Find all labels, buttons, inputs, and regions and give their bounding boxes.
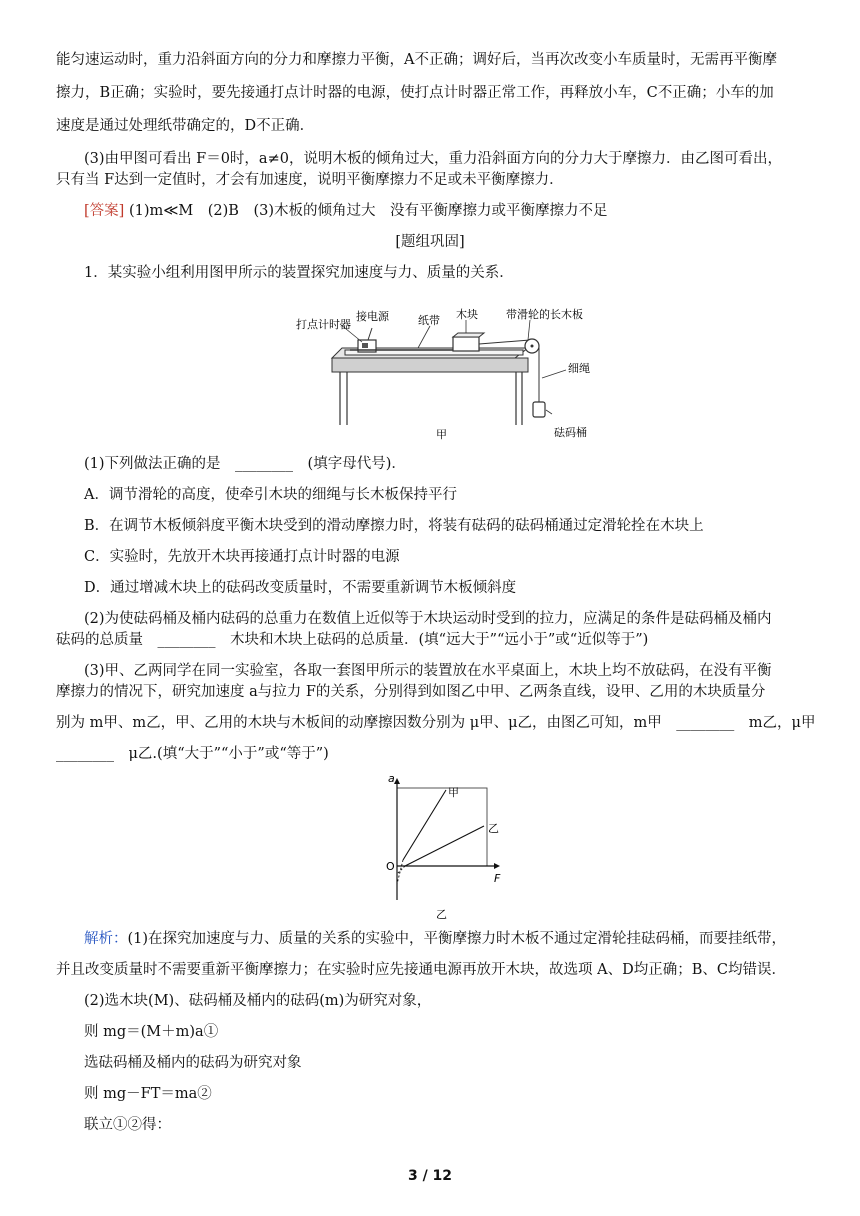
question-part-1: (1)下列做法正确的是 ________ (填字母代号)． bbox=[84, 456, 406, 472]
leader-line bbox=[418, 326, 430, 348]
solution-line: 联立①②得： bbox=[84, 1117, 171, 1133]
graph-frame bbox=[397, 788, 487, 866]
answer-body: (1)m≪M (2)B (3)木板的倾角过大 没有平衡摩擦力或平衡摩擦力不足 bbox=[128, 203, 608, 219]
x-axis-arrow bbox=[494, 863, 500, 869]
label-rope: 细绳 bbox=[568, 362, 590, 375]
label-block: 木块 bbox=[456, 308, 478, 321]
line-yi bbox=[405, 826, 484, 866]
weight-bucket bbox=[533, 402, 545, 417]
answer-tag: [答案] bbox=[84, 203, 125, 219]
label-tape: 纸带 bbox=[418, 314, 440, 327]
figure-caption: 甲 bbox=[436, 428, 447, 441]
line-jia-extension bbox=[397, 860, 403, 884]
text-line: 擦力，B正确；实验时，要先接通打点计时器的电源，使打点计时器正常工作，再释放小车，C不正确；小车的加 bbox=[56, 85, 774, 101]
text-line: (3)由甲图可看出 F＝0时，a≠0，说明木板的倾角过大，重力沿斜面方向的分力大于摩擦力．由乙图可看出， bbox=[84, 151, 782, 167]
pulley-axle bbox=[531, 345, 534, 348]
line-jia bbox=[403, 790, 446, 860]
page-number: 3 / 12 bbox=[407, 1168, 453, 1184]
y-axis-label: a bbox=[388, 772, 395, 785]
option-d: D．通过增减木块上的砝码改变质量时，不需要重新调节木板倾斜度 bbox=[84, 580, 517, 596]
question-part-3-cont: 别为 m甲、m乙，甲、乙用的木块与木板间的动摩擦因数分别为 μ甲、μ乙，由图乙可知，m甲 ________ m乙，μ甲 bbox=[56, 715, 816, 731]
leader-line bbox=[542, 370, 566, 378]
timer-core bbox=[362, 343, 368, 348]
solution-text: (1)在探究加速度与力、质量的关系的实验中，平衡摩擦力时木板不通过定滑轮挂砝码桶，而要挂纸带， bbox=[127, 931, 787, 947]
option-c: C．实验时，先放开木块再接通打点计时器的电源 bbox=[84, 549, 400, 565]
question-part-3-cont: 摩擦力的情况下，研究加速度 a与拉力 F的关系，分别得到如图乙中甲、乙两条直线，设甲、乙用的木块质量分 bbox=[56, 684, 766, 700]
answer-line bbox=[84, 201, 808, 221]
label-bucket: 砝码桶 bbox=[554, 426, 587, 439]
apparatus-figure bbox=[290, 290, 610, 452]
wooden-block bbox=[453, 337, 479, 351]
question-part-2: (2)为使砝码桶及桶内砝码的总重力在数值上近似等于木块运动时受到的拉力，应满足的条件是砝码桶及桶内 bbox=[84, 611, 772, 627]
leader-line bbox=[528, 320, 530, 340]
solution-line: 选砝码桶及桶内的砝码为研究对象 bbox=[84, 1055, 302, 1071]
option-b: B．在调节木板倾斜度平衡木块受到的滑动摩擦力时，将装有砝码的砝码桶通过定滑轮拴在木块上 bbox=[84, 518, 704, 534]
line-jia-label: 甲 bbox=[448, 786, 459, 799]
solution-tag: 解析： bbox=[84, 931, 128, 947]
equation-2: 则 mg－FT＝ma② bbox=[84, 1086, 212, 1102]
question-part-2-cont: 砝码的总质量 ________ 木块和木块上砝码的总质量．(填“远大于”“远小于”或“近似等于”) bbox=[56, 632, 649, 648]
text-line: 只有当 F达到一定值时，才会有加速度，说明平衡摩擦力不足或未平衡摩擦力． bbox=[56, 172, 564, 188]
section-title: [题组巩固] bbox=[395, 234, 465, 250]
block-top bbox=[453, 333, 484, 337]
question-part-3-cont: ________ μ乙.(填“大于”“小于”或“等于”) bbox=[56, 746, 329, 762]
line-yi-extension bbox=[397, 866, 405, 874]
table-edge bbox=[332, 358, 528, 372]
figure-caption: 乙 bbox=[436, 908, 447, 921]
solution-line bbox=[84, 929, 808, 949]
x-axis-label: F bbox=[494, 872, 501, 885]
option-a: A．调节滑轮的高度，使牵引木块的细绳与长木板保持平行 bbox=[84, 487, 457, 503]
equation-1: 则 mg＝(M＋m)a① bbox=[84, 1024, 219, 1040]
label-board: 带滑轮的长木板 bbox=[506, 308, 583, 321]
solution-line: (2)选木块(M)、砝码桶及桶内的砝码(m)为研究对象， bbox=[84, 993, 432, 1009]
leader-line bbox=[546, 410, 552, 414]
string bbox=[479, 340, 530, 344]
solution-line-cont: 并且改变质量时不需要重新平衡摩擦力；在实验时应先接通电源再放开木块，故选项 A、D均正确；B、C均错误． bbox=[56, 962, 786, 978]
text-line: 速度是通过处理纸带确定的，D不正确． bbox=[56, 118, 315, 134]
y-axis-arrow bbox=[394, 778, 400, 784]
line-yi-label: 乙 bbox=[488, 822, 499, 835]
question-part-3: (3)甲、乙两同学在同一实验室，各取一套图甲所示的装置放在水平桌面上，木块上均不放砝码，在没有平衡 bbox=[84, 663, 772, 679]
label-timer: 打点计时器 bbox=[296, 318, 351, 331]
af-graph-figure bbox=[378, 770, 518, 924]
power-wire bbox=[368, 328, 372, 340]
question-title: 1．某实验小组利用图甲所示的装置探究加速度与力、质量的关系． bbox=[84, 265, 514, 281]
label-power: 接电源 bbox=[356, 310, 389, 323]
origin-label: O bbox=[386, 860, 395, 873]
text-line: 能匀速运动时，重力沿斜面方向的分力和摩擦力平衡，A不正确；调好后，当再次改变小车质量时，无需再平衡摩 bbox=[56, 52, 777, 68]
